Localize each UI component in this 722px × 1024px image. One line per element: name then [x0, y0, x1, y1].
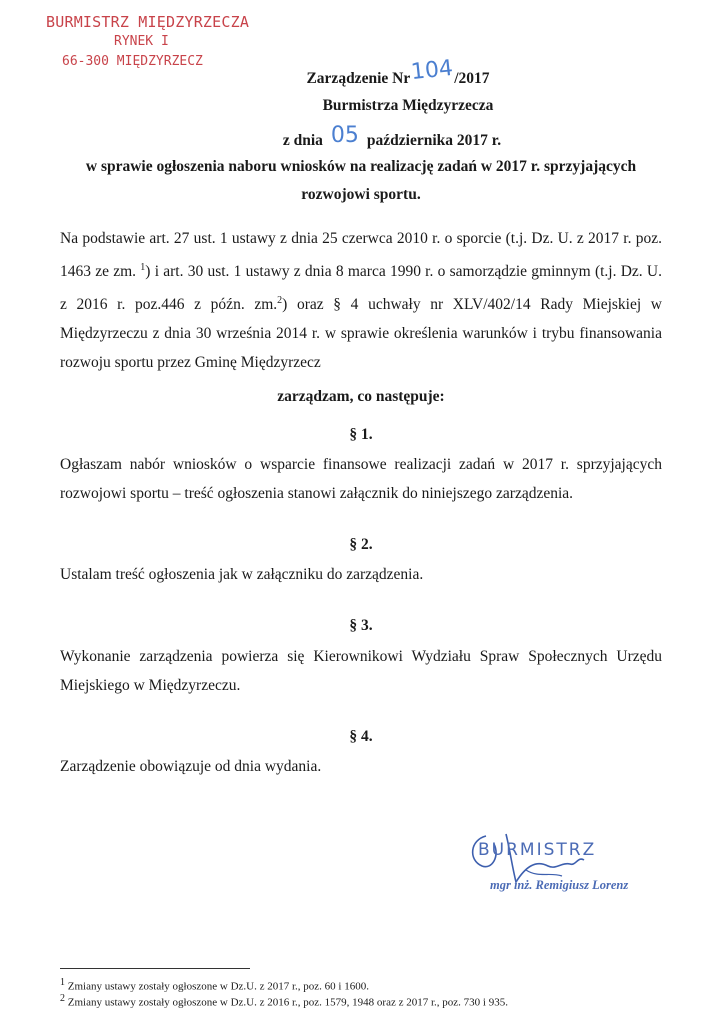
- office-stamp: [46, 12, 266, 72]
- ordinance-date: z dnia 05 października 2017 r.: [282, 123, 502, 149]
- signature-stamp: [466, 826, 629, 902]
- section-1-text: Ogłaszam nabór wniosków o wsparcie finansowe realizacji zadań w 2017 r. sprzyjających rozwojowi sportu – treść ogłoszenia stanowi załącznik do niniejszego zarządzenia.: [60, 456, 662, 502]
- ordinance-issuer: Burmistrza Międzyrzecza: [322, 97, 494, 114]
- footnote-1: $^1$ Zmiany ustawy zostały ogłoszone w Dz.U. z 2017 r., poz. 60 i 1600.: [60, 977, 369, 993]
- footnote-2: $^2$ Zmiany ustawy zostały ogłoszone w Dz.U. z 2016 r., poz. 1579, 1948 oraz z 2017 r., poz. 730 i 935.: [60, 993, 508, 1009]
- signature-title: BURMISTRZ: [478, 840, 597, 860]
- footnote-divider: [60, 968, 250, 969]
- ordinance-title: Zarządzenie Nr104/2017: [306, 55, 490, 87]
- handwritten-ordinance-number: 104: [410, 55, 455, 86]
- section-1-label: § 1.: [349, 426, 373, 443]
- ordinance-subject-line-2: rozwojowi sportu.: [301, 186, 421, 203]
- signature-name: mgr inż. Remigiusz Lorenz: [490, 878, 629, 892]
- section-2-label: § 2.: [349, 536, 373, 553]
- section-3-label: § 3.: [349, 617, 373, 634]
- handwritten-date-day: 05: [330, 123, 359, 148]
- stamp-line-3: 66-300 MIĘDZYRZECZ: [62, 54, 203, 69]
- section-3-text: Wykonanie zarządzenia powierza się Kierownikowi Wydziału Spraw Społecznych Urzędu Miejskiego w Międzyrzeczu.: [60, 648, 662, 694]
- stamp-line-1: BURMISTRZ MIĘDZYRZECZA: [46, 13, 250, 31]
- section-4-text: Zarządzenie obowiązuje od dnia wydania.: [60, 758, 322, 775]
- decision-heading: zarządzam, co następuje:: [277, 388, 445, 405]
- stamp-line-2: RYNEK I: [114, 34, 169, 49]
- section-4-label: § 4.: [349, 728, 373, 745]
- section-2-text: Ustalam treść ogłoszenia jak w załączniku do zarządzenia.: [60, 566, 424, 583]
- ordinance-subject-line-1: w sprawie ogłoszenia naboru wniosków na realizację zadań w 2017 r. sprzyjających: [85, 158, 637, 175]
- preamble-paragraph: Na podstawie art. 27 ust. 1 ustawy z dnia 25 czerwca 2010 r. o sporcie (t.j. Dz. U. z 2017 r. poz. 1463 ze zm. $^1$) i art. 30 ust. 1 ustawy z dnia 8 marca 1990 r. o samorządzie gminnym (t.j. Dz. U. z 2016 r. poz.446 z późn. zm.$^2$) oraz § 4 uchwały nr XLV/402/14 Rady Miejskiej w Międzyrzeczu z dnia 30 września 2014 r. w sprawie określenia warunków i trybu finansowania rozwoju sportu przez Gminę Międzyrzecz: [60, 230, 662, 372]
